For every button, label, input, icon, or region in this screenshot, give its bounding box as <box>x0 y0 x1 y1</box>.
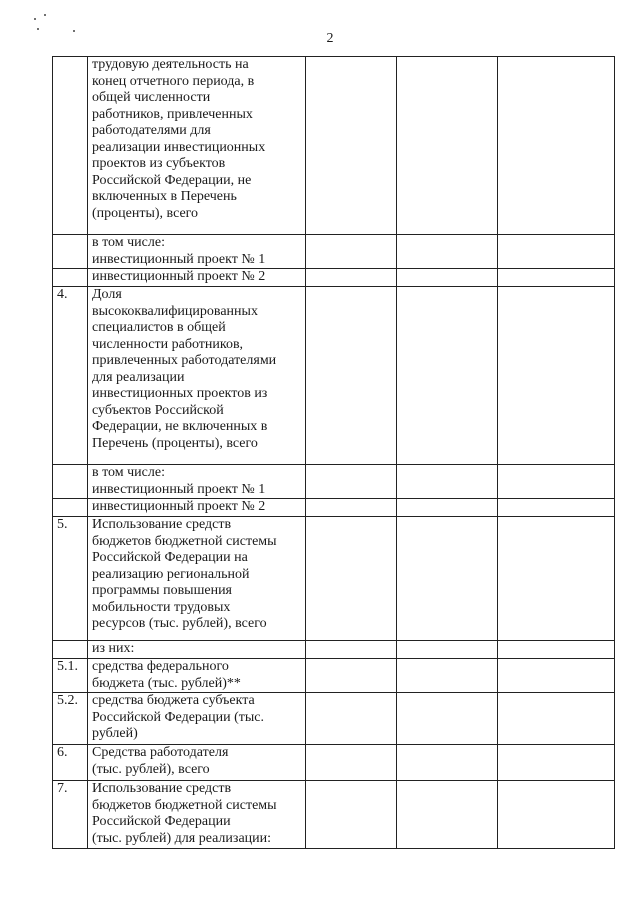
value-cell <box>397 269 498 287</box>
value-cell <box>397 693 498 745</box>
row-number-cell <box>53 465 88 499</box>
indicator-name-cell <box>88 517 306 641</box>
indicator-name-cell <box>88 235 306 269</box>
table-row <box>53 499 615 517</box>
value-cell <box>397 745 498 781</box>
indicator-text-line: инвестиционный проект № 2 <box>92 499 266 514</box>
value-cell <box>306 465 397 499</box>
table-row <box>53 269 615 287</box>
value-cell <box>306 641 397 659</box>
value-cell <box>306 269 397 287</box>
value-cell <box>498 287 615 465</box>
indicator-text-line: Российской Федерации (тыс. <box>92 709 265 725</box>
indicator-text-line: в том числе: <box>92 235 165 250</box>
indicator-text-line: Использование средств <box>92 517 232 532</box>
indicator-text-line: трудовую деятельность на <box>92 57 249 72</box>
value-cell <box>498 693 615 745</box>
indicator-text-line: инвестиционных проектов из <box>92 386 268 401</box>
indicator-name-cell <box>88 641 306 659</box>
indicator-text-line: ресурсов (тыс. рублей), всего <box>92 616 267 631</box>
indicator-text-line: привлеченных работодателями <box>92 353 277 368</box>
value-cell <box>306 745 397 781</box>
value-cell <box>397 781 498 849</box>
table-row <box>53 659 615 693</box>
table-row <box>53 693 615 745</box>
indicator-text-line: (тыс. рублей), всего <box>92 761 210 777</box>
indicator-text-line: Доля <box>92 287 122 302</box>
table-row <box>53 781 615 849</box>
row-number-cell: 5.2. <box>53 693 88 745</box>
value-cell <box>397 57 498 235</box>
indicator-text-line: конец отчетного периода, в <box>92 73 255 89</box>
value-cell <box>397 287 498 465</box>
table-row <box>53 517 615 641</box>
value-cell <box>306 235 397 269</box>
indicator-text-line: бюджетов бюджетной системы <box>92 533 277 549</box>
value-cell <box>498 235 615 269</box>
value-cell <box>306 781 397 849</box>
indicator-text-line: средства федерального <box>92 659 229 674</box>
table-body <box>53 57 615 849</box>
indicator-text-line: инвестиционный проект № 1 <box>92 251 266 267</box>
value-cell <box>498 465 615 499</box>
row-number-cell: 4. <box>53 287 88 465</box>
row-number-cell <box>53 641 88 659</box>
row-number-cell: 6. <box>53 745 88 781</box>
row-number-cell <box>53 499 88 517</box>
row-number-cell <box>53 57 88 235</box>
indicator-text-line: средства бюджета субъекта <box>92 693 255 708</box>
indicator-text-line: для реализации <box>92 369 185 385</box>
indicator-text-line: (проценты), всего <box>92 205 199 221</box>
table-row <box>53 465 615 499</box>
indicator-text-line: численности работников, <box>92 336 244 352</box>
row-number-cell: 5. <box>53 517 88 641</box>
indicator-text-line: специалистов в общей <box>92 320 226 335</box>
indicator-text-line: высококвалифицированных <box>92 303 258 319</box>
indicator-name-cell <box>88 745 306 781</box>
indicator-text-line: мобильности трудовых <box>92 599 231 615</box>
value-cell <box>498 641 615 659</box>
value-cell <box>498 517 615 641</box>
value-cell <box>306 517 397 641</box>
indicator-text-line: работодателями для <box>92 123 211 138</box>
indicator-text-line: из них: <box>92 641 135 656</box>
scan-speck <box>34 18 36 20</box>
value-cell <box>498 781 615 849</box>
row-number-cell: 7. <box>53 781 88 849</box>
value-cell <box>397 465 498 499</box>
indicator-text-line: Российской Федерации <box>92 814 231 829</box>
indicator-name-cell <box>88 781 306 849</box>
value-cell <box>397 659 498 693</box>
indicator-text-line: рублей) <box>92 726 138 741</box>
value-cell <box>306 499 397 517</box>
value-cell <box>498 659 615 693</box>
value-cell <box>498 745 615 781</box>
indicator-name-cell <box>88 269 306 287</box>
indicator-text-line: Федерации, не включенных в <box>92 419 268 434</box>
value-cell <box>397 641 498 659</box>
indicator-text-line: программы повышения <box>92 583 232 598</box>
indicator-text-line: общей численности <box>92 90 211 105</box>
value-cell <box>498 499 615 517</box>
table-row <box>53 57 615 235</box>
row-number-cell <box>53 235 88 269</box>
indicator-name-cell <box>88 287 306 465</box>
value-cell <box>397 517 498 641</box>
value-cell <box>306 693 397 745</box>
indicator-text-line: реализации инвестиционных <box>92 139 266 155</box>
indicator-name-cell <box>88 57 306 235</box>
value-cell <box>306 659 397 693</box>
indicator-name-cell <box>88 465 306 499</box>
indicator-text-line: реализацию региональной <box>92 566 250 582</box>
scan-speck <box>37 28 39 30</box>
indicator-text-line: субъектов Российской <box>92 402 224 418</box>
table-row <box>53 287 615 465</box>
indicator-text-line: в том числе: <box>92 465 165 480</box>
indicator-text-line: бюджета (тыс. рублей)** <box>92 675 241 691</box>
scan-speck <box>44 14 46 16</box>
value-cell <box>498 57 615 235</box>
indicator-text-line: инвестиционный проект № 1 <box>92 481 266 497</box>
value-cell <box>306 287 397 465</box>
indicator-text-line: работников, привлеченных <box>92 106 253 122</box>
table-row <box>53 745 615 781</box>
indicator-text-line: проектов из субъектов <box>92 156 226 171</box>
indicator-text-line: (тыс. рублей) для реализации: <box>92 830 272 846</box>
page-number: 2 <box>326 31 334 46</box>
indicator-text-line: Российской Федерации на <box>92 550 248 565</box>
table-row <box>53 235 615 269</box>
indicator-text-line: инвестиционный проект № 2 <box>92 269 266 284</box>
indicator-text-line: Российской Федерации, не <box>92 172 252 188</box>
indicator-text-line: Средства работодателя <box>92 745 229 760</box>
value-cell <box>397 499 498 517</box>
indicator-text-line: бюджетов бюджетной системы <box>92 797 277 813</box>
row-number-cell <box>53 269 88 287</box>
indicator-name-cell <box>88 499 306 517</box>
indicator-name-cell <box>88 693 306 745</box>
row-number-cell: 5.1. <box>53 659 88 693</box>
value-cell <box>498 269 615 287</box>
indicator-text-line: включенных в Перечень <box>92 189 237 204</box>
indicator-text-line: Перечень (проценты), всего <box>92 435 258 451</box>
indicator-text-line: Использование средств <box>92 781 232 796</box>
value-cell <box>397 235 498 269</box>
table-row <box>53 641 615 659</box>
indicator-name-cell <box>88 659 306 693</box>
indicator-table <box>52 56 615 849</box>
value-cell <box>306 57 397 235</box>
